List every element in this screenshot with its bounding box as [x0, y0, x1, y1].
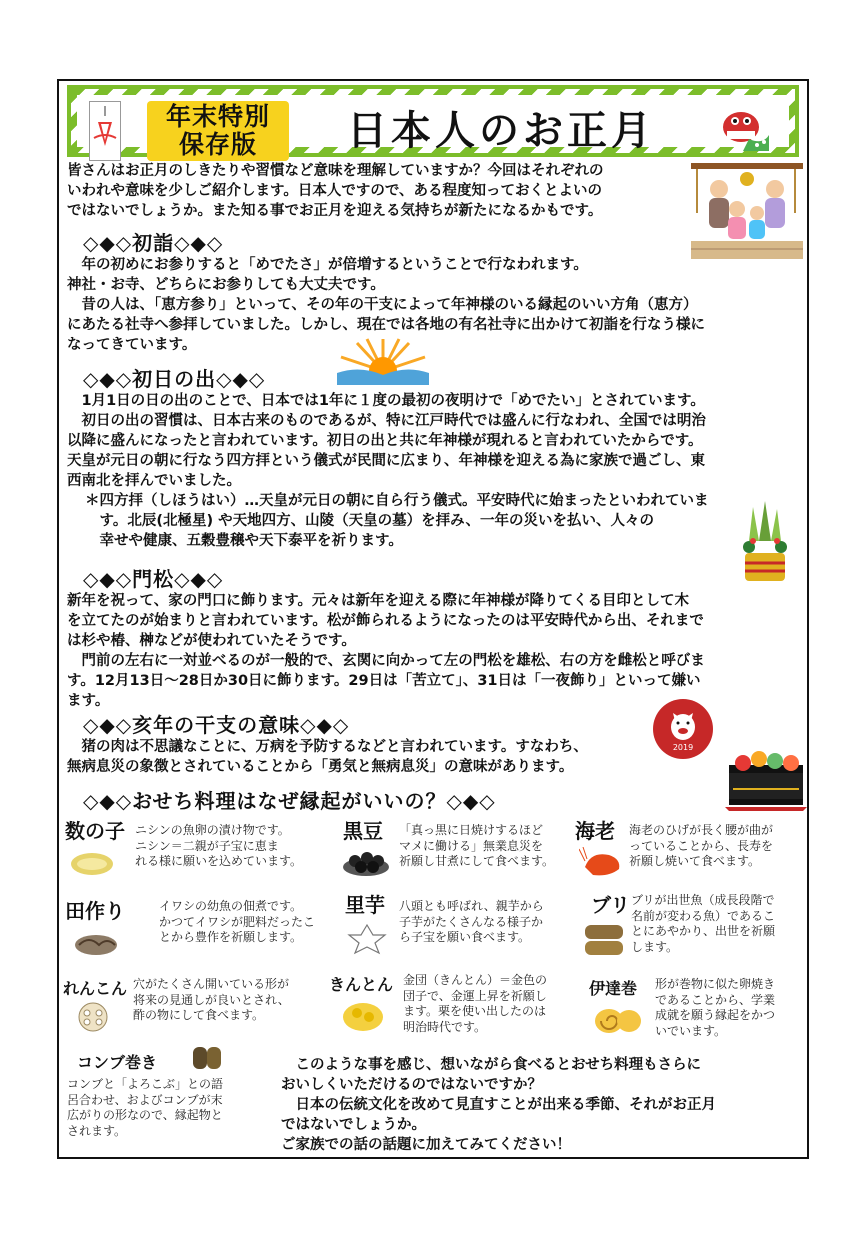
shishimai-lion-icon	[719, 105, 771, 157]
food-name-kuromame: 黒豆	[343, 819, 383, 843]
noshi-envelope-icon	[89, 101, 121, 161]
food-desc-renkon: 穴がたくさん開いている形が 将来の見通しが良いとされ、 酢の物にして食べます。	[133, 977, 290, 1022]
ebi-icon	[579, 847, 625, 883]
renkon-icon	[75, 1001, 111, 1037]
osechi-box-icon	[723, 745, 809, 817]
osechi-heading: ◇◆◇おせち料理はなぜ縁起がいいの？◇◆◇	[83, 789, 496, 813]
tag-line1: 年末特別	[165, 102, 270, 131]
eto-body: 猪の肉は不思議なことに、万病を予防するなどと言われています。すなわち、 無病息災の象徴とされていることから「勇気と無病息災」の意味があります。	[67, 739, 588, 775]
satoimo-icon	[345, 921, 389, 959]
hatsumode-heading: ◇◆◇初詣◇◆◇	[83, 231, 224, 255]
newsletter-frame	[57, 79, 809, 1159]
closing-text: このような事を感じ、想いながら食べるとおせち料理もさらに おいしくいただけるのではないですか？ 日本の伝統文化を改めて見直すことが出来る季節、それがお正月 ではないでしょうか。 ご家族での話の話題に加えてみてください！	[281, 1057, 716, 1153]
hatsuhinode-heading: ◇◆◇初日の出◇◆◇	[83, 367, 266, 391]
shihohai-note: ＊四方拝（しほうはい）…天皇が元日の朝に自ら行う儀式。平安時代に始まったといわれていま す。北辰(北極星) や天地四方、山陵（天皇の墓）を拝み、一年の災いを払い、人々の 幸せや健康、五穀豊穣や天下泰平を祈ります。	[85, 493, 709, 549]
kadomatsu-heading: ◇◆◇門松◇◆◇	[83, 567, 224, 591]
food-name-kinton: きんとん	[329, 975, 394, 994]
food-desc-ebi: 海老のひげが長く腰が曲が っていることから、長寿を 祈願し焼いて食べます。	[629, 823, 774, 868]
food-desc-kinton: 金団（きんとん）＝金色の 団子で、金運上昇を祈願し ます。栗を使い出したのは 明治時代です。	[403, 973, 548, 1034]
family-praying-illustration	[691, 163, 803, 263]
kazunoko-icon	[69, 849, 115, 883]
food-desc-kazunoko: ニシンの魚卵の漬け物です。 ニシン＝二親が子宝に恵ま れる様に願いを込めています。	[135, 823, 303, 868]
food-desc-konbumaki: コンブと「よろこぶ」との語 呂合わせ、およびコンブが末 広がりの形なので、縁起物と されます。	[67, 1077, 224, 1138]
food-desc-tazukuri: イワシの幼魚の佃煮です。 かつてイワシが肥料だったこ とから豊作を祈願します。	[159, 899, 316, 944]
food-name-kazunoko: 数の子	[65, 819, 125, 843]
page-title: 日本人のお正月	[347, 108, 655, 154]
food-name-renkon: れんこん	[63, 979, 128, 998]
food-name-konbumaki: コンブ巻き	[77, 1053, 158, 1072]
hatsumode-body: 年の初めにお参りすると「めでたさ」が倍増するということで行なわれます。 神社・お寺、どちらにお参りしても大丈夫です。 昔の人は、「恵方参り」といって、その年の干支によって年神様のいる縁起のいい方角（恵方） にあたる社寺へ参拝していました。しかし、現在では各地の有名社寺に出かけて初詣を行なう様に なってきています。	[67, 257, 705, 353]
food-name-datemaki: 伊達巻	[589, 979, 638, 998]
tag-line2: 保存版	[178, 130, 257, 159]
badge-year: 2019	[672, 743, 694, 752]
boar-year-badge	[651, 697, 715, 765]
food-desc-datemaki: 形が巻物に似た卵焼き であることから、学業 成就を願う縁起をかつ いでいます。	[655, 977, 776, 1038]
food-name-buri: ブリ	[591, 893, 631, 917]
sunrise-icon	[337, 337, 429, 389]
tazukuri-icon	[73, 927, 119, 961]
food-desc-satoimo: 八頭とも呼ばれ、親芋から 子芋がたくさんなる様子か ら子宝を願い食べます。	[399, 899, 544, 944]
kadomatsu-body: 新年を祝って、家の門口に飾ります。元々は新年を迎える際に年神様が降りてくる目印として木 を立てたのが始まりと言われています。松が飾られるようになったのは平安時代から出、それまで は杉や椿、榊などが使われていたそうです。 門前の左右に一対並べるのが一般的で、玄関に向かって左の門松を雄松、右の方を雌松と呼びま す。12月13日～28日か30日に飾ります。29日は「苦立て」、31日は「一夜飾り」といって嫌い ます。	[67, 593, 705, 709]
kadomatsu-icon	[741, 501, 789, 589]
hatsuhinode-body: 1月1日の日の出のことで、日本では1年に１度の最初の夜明けで「めでたい」とされています。 初日の出の習慣は、日本古来のものであるが、特に江戸時代では盛んに行なわれ、全国では明治 以降に盛んになったと言われています。初日の出と共に年神様が現れると言われていたからです。 天皇が元日の朝に行なう四方拝という儀式が民間に広まり、年神様を迎える為に家族で過ごし、東 西南北を拝んでいました。	[67, 393, 706, 489]
intro-text: 皆さんはお正月のしきたりや習慣など意味を理解していますか？今回はそれぞれの いわれや意味を少しご紹介します。日本人ですので、ある程度知っておくとよいの ではないでしょうか。また知る事でお正月を迎える気持ちが新たになるかもです。	[67, 163, 604, 219]
konbumaki-icon	[191, 1043, 223, 1077]
kuromame-icon	[341, 847, 391, 881]
datemaki-icon	[593, 1003, 643, 1039]
year-end-special-tag	[147, 101, 289, 161]
title-banner	[67, 85, 799, 157]
food-name-satoimo: 里芋	[345, 893, 385, 917]
food-desc-buri: ブリが出世魚（成長段階で 名前が変わる魚）であるこ とにあやかり、出世を祈願 します。	[631, 893, 776, 954]
eto-heading: ◇◆◇亥年の干支の意味◇◆◇	[83, 713, 350, 737]
food-name-tazukuri: 田作り	[65, 899, 125, 923]
food-name-ebi: 海老	[575, 819, 615, 843]
buri-icon	[581, 921, 627, 963]
kinton-icon	[341, 997, 385, 1037]
food-desc-kuromame: 「真っ黒に日焼けするほど マメに働ける」無業息災を 祈願し甘煮にして食べます。	[399, 823, 555, 868]
